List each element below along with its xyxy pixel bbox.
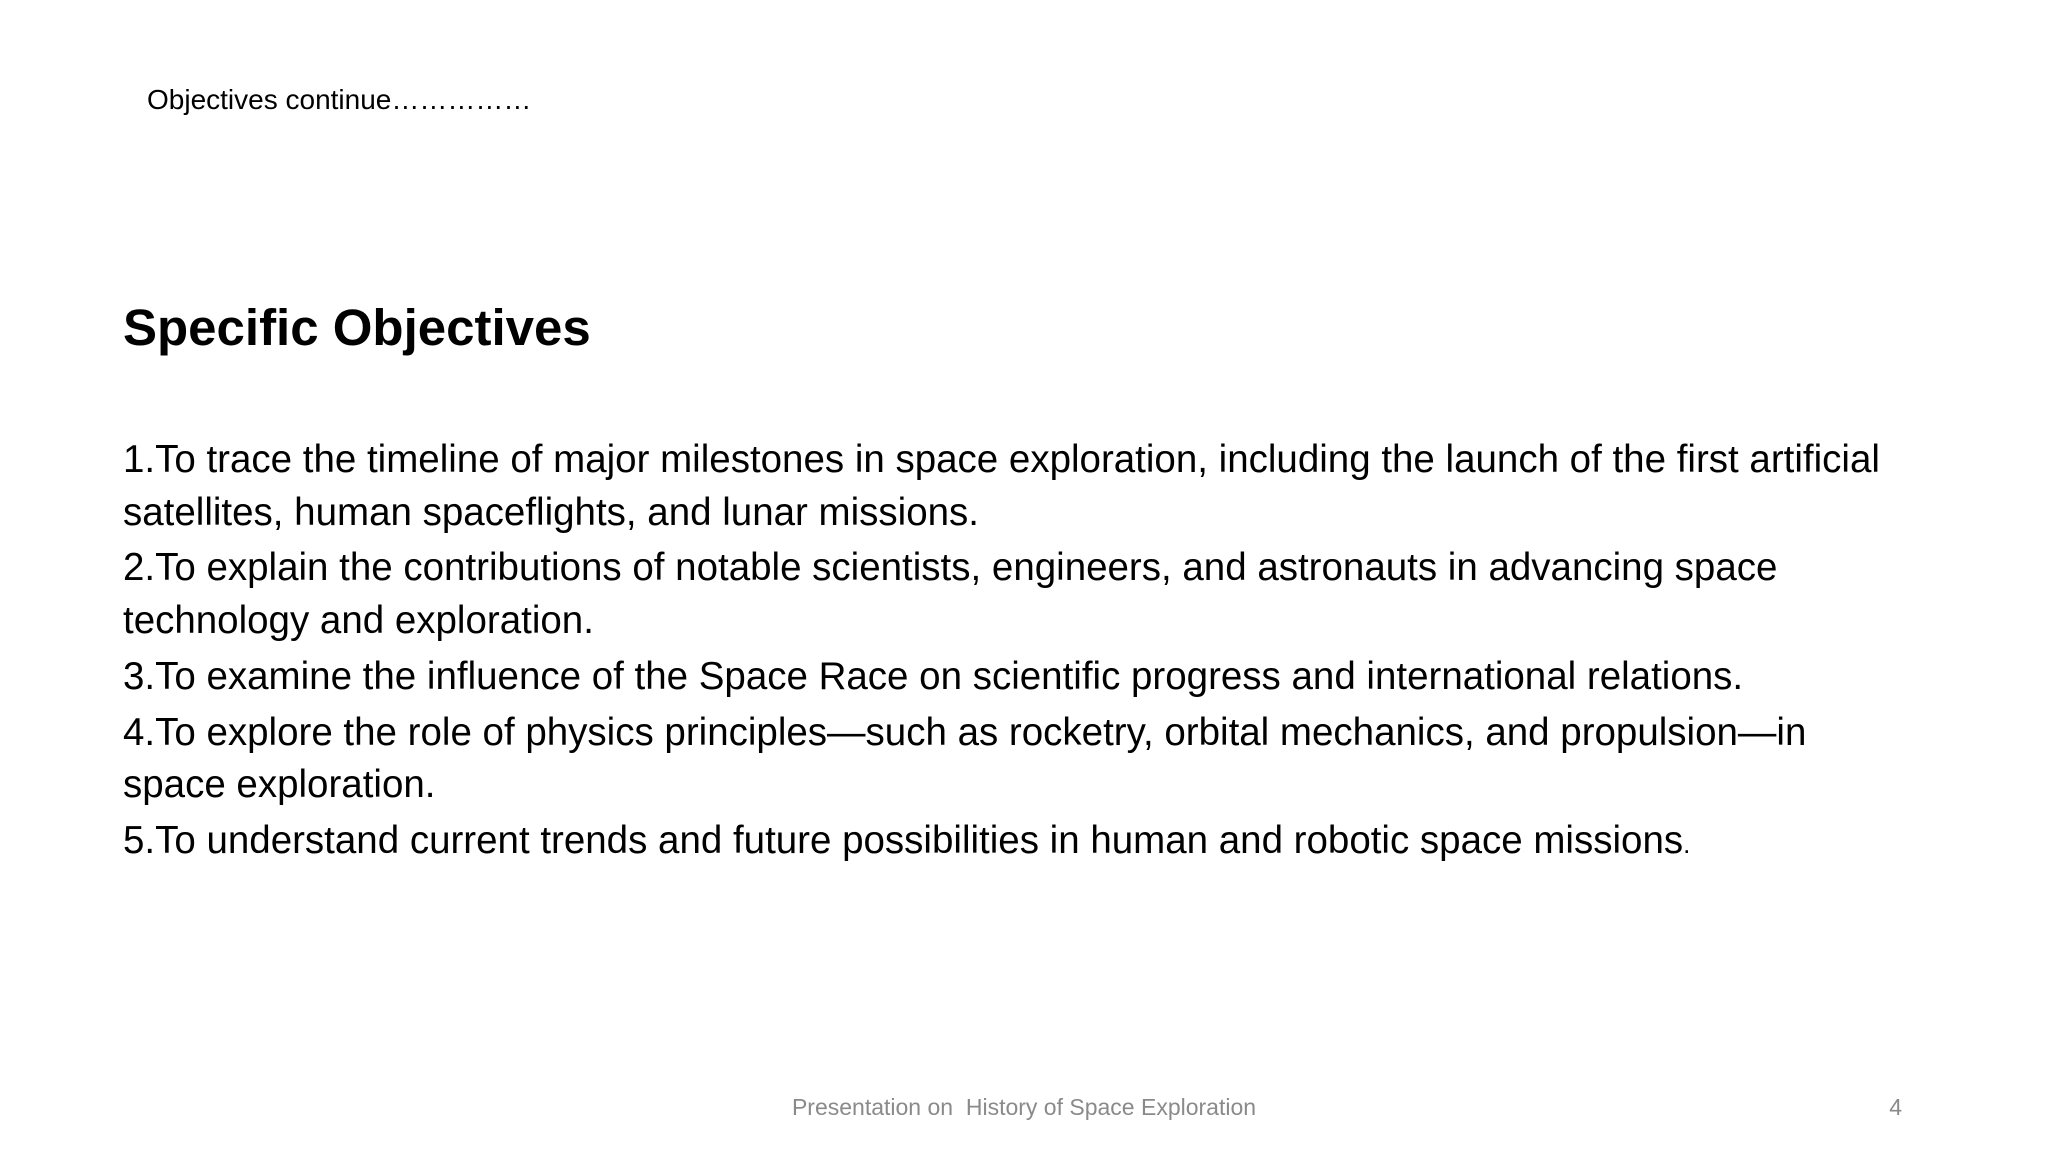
- objective-text: To explore the role of physics principles—such as rocketry, orbital mechanics, and propulsion—in space exploration.: [123, 710, 1807, 807]
- objective-number: 4.: [123, 710, 156, 754]
- objective-text: To examine the influence of the Space Race on scientific progress and international relations.: [155, 654, 1744, 698]
- footer-text: Presentation on History of Space Exploration: [791, 1094, 1257, 1120]
- slide-header: Objectives continue……………: [147, 84, 532, 115]
- objective-item-1: [123, 434, 1883, 542]
- objectives-list: [123, 434, 1883, 871]
- objective-number: 5.: [123, 818, 156, 862]
- objective-number: 2.: [123, 546, 156, 590]
- objective-text: To trace the timeline of major milestones in space exploration, including the launch of the first artificial satellites, human spaceflights, and lunar missions.: [123, 438, 1880, 534]
- page-number: 4: [1889, 1094, 1902, 1120]
- objective-item-5: [123, 815, 1883, 871]
- objective-item-3: [123, 651, 1883, 707]
- objective-number: 3.: [123, 654, 156, 698]
- objective-trail: .: [1683, 828, 1691, 859]
- objective-number: 1.: [123, 438, 156, 481]
- objective-text: To explain the contributions of notable scientists, engineers, and astronauts in advancing space technology and exploration.: [123, 546, 1778, 643]
- slide-title: Specific Objectives: [123, 299, 591, 356]
- objective-item-2: [123, 542, 1883, 650]
- objective-item-4: [123, 707, 1883, 815]
- objective-text: To understand current trends and future possibilities in human and robotic space missions: [155, 818, 1684, 862]
